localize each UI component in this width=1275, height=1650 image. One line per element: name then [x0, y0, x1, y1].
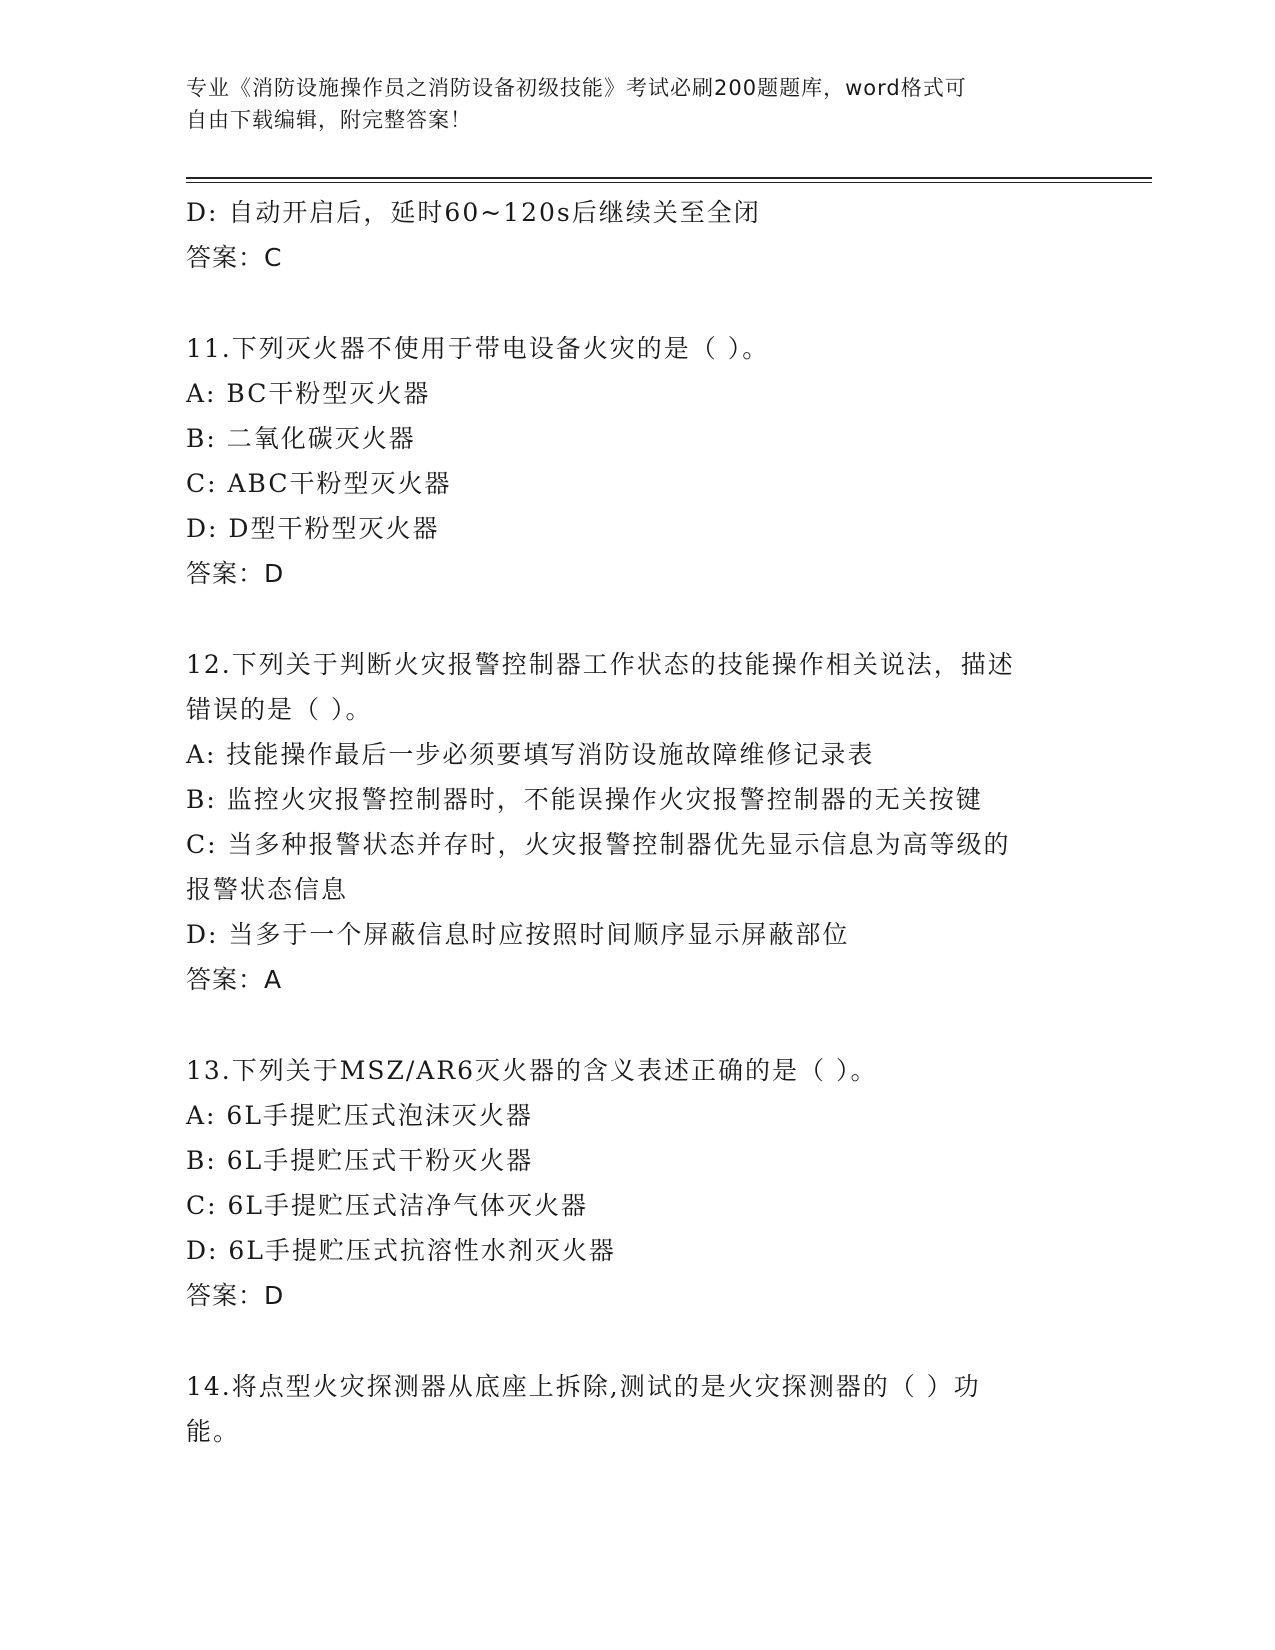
header-line-1: 专业《消防设施操作员之消防设备初级技能》考试必刷200题题库，word格式可: [186, 76, 967, 100]
option-d: D: 当多于一个屏蔽信息时应按照时间顺序显示屏蔽部位: [186, 920, 850, 949]
option-c: C: ABC干粉型灭火器: [186, 469, 452, 498]
header-line-2: 自由下载编辑，附完整答案！: [186, 108, 472, 132]
option-c-line-2: 报警状态信息: [186, 875, 349, 904]
option-d: D: D型干粉型灭火器: [186, 514, 440, 543]
question-stem-line-2: 错误的是（ ）。: [186, 695, 373, 724]
question-stem-line-2: 能。: [186, 1417, 241, 1446]
question-12: [186, 642, 1086, 1002]
question-14: [186, 1364, 1086, 1454]
document-header: [186, 72, 1066, 136]
question-10-tail: [186, 190, 1086, 280]
option-b: B: 监控火灾报警控制器时，不能误操作火灾报警控制器的无关按键: [186, 785, 983, 814]
option-b: B: 6L手提贮压式干粉灭火器: [186, 1146, 534, 1175]
question-stem: 11.下列灭火器不使用于带电设备火灾的是（ ）。: [186, 334, 770, 363]
answer: 答案：D: [186, 1281, 285, 1310]
option-c: C: 6L手提贮压式洁净气体灭火器: [186, 1191, 589, 1220]
question-11: [186, 326, 1086, 596]
option-d: D: 6L手提贮压式抗溶性水剂灭火器: [186, 1236, 616, 1265]
option-b: B: 二氧化碳灭火器: [186, 424, 416, 453]
option-c-line-1: C: 当多种报警状态并存时，火灾报警控制器优先显示信息为高等级的: [186, 830, 1011, 859]
question-content: [186, 190, 1086, 1454]
option-a: A: 技能操作最后一步必须要填写消防设施故障维修记录表: [186, 740, 875, 769]
question-stem: 13.下列关于MSZ/AR6灭火器的含义表述正确的是（ ）。: [186, 1056, 878, 1085]
question-stem-line-1: 12.下列关于判断火灾报警控制器工作状态的技能操作相关说法，描述: [186, 650, 1015, 679]
option-a: A: BC干粉型灭火器: [186, 379, 431, 408]
answer: 答案：C: [186, 243, 283, 272]
question-stem-line-1: 14.将点型火灾探测器从底座上拆除,测试的是火灾探测器的（ ）功: [186, 1372, 981, 1401]
answer: 答案：D: [186, 559, 285, 588]
option-a: A: 6L手提贮压式泡沫灭火器: [186, 1101, 533, 1130]
option-d: D: 自动开启后，延时60~120s后继续关至全闭: [186, 198, 761, 227]
question-13: [186, 1048, 1086, 1318]
answer: 答案：A: [186, 965, 283, 994]
header-rule-thick: [186, 177, 1152, 179]
header-rule-thin: [186, 182, 1152, 183]
